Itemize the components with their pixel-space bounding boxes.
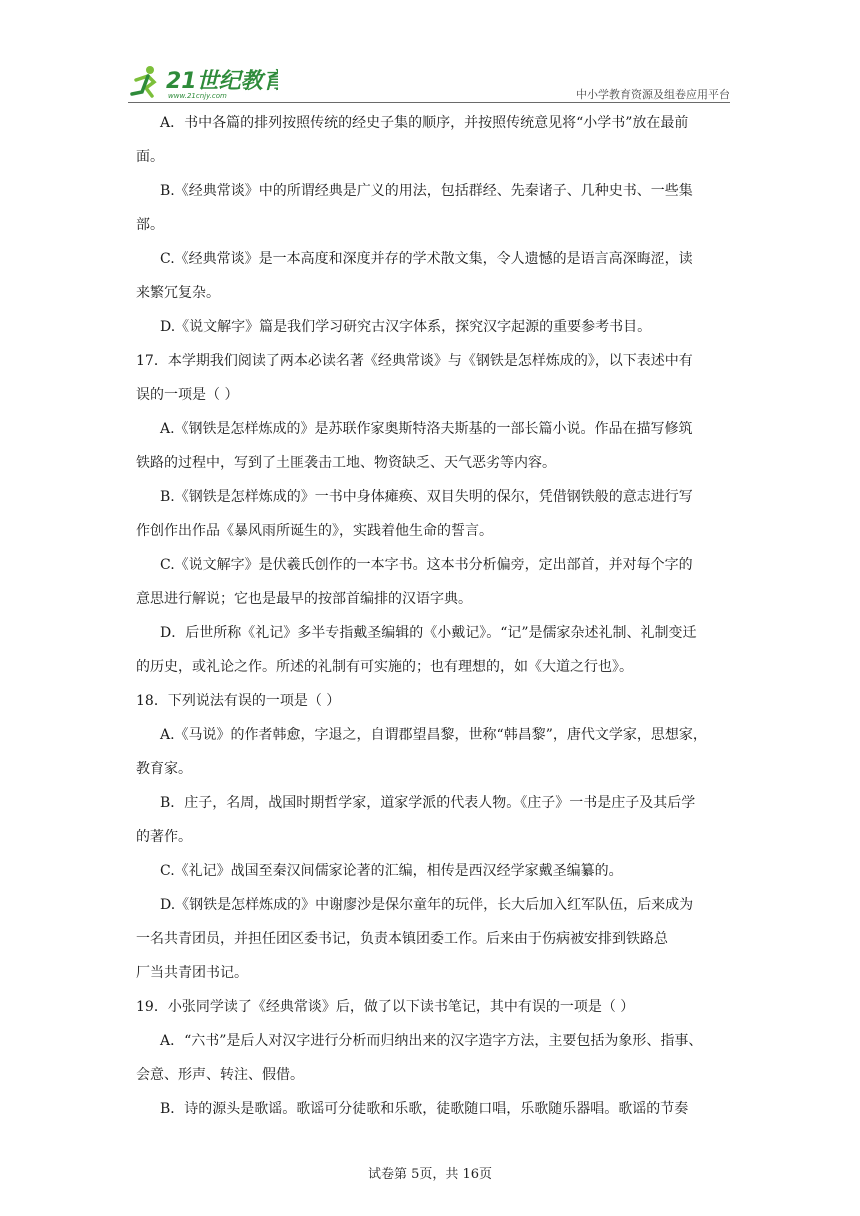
answer-option	[136, 106, 734, 174]
text-line: 面。	[136, 149, 164, 165]
text-line: 铁路的过程中，写到了土匪袭击工地、物资缺乏、天气恶劣等内容。	[136, 455, 556, 471]
text-line: 部。	[136, 217, 164, 233]
text-line: 作创作出作品《暴风雨所诞生的》，实践着他生命的誓言。	[136, 523, 493, 539]
text-line: A．“六书”是后人对汉字进行分析而归纳出来的汉字造字方法，主要包括为象形、指事、	[160, 1033, 703, 1049]
text-line: C.《经典常谈》是一本高度和深度并存的学术散文集，令人遗憾的是语言高深晦涩，读	[160, 251, 693, 267]
text-line: 教育家。	[136, 761, 192, 777]
text-line: C.《礼记》战国至秦汉间儒家论著的汇编，相传是西汉经学家戴圣编纂的。	[160, 863, 623, 879]
answer-option	[136, 1092, 734, 1126]
text-line: 一名共青团员，并担任团区委书记，负责本镇团委工作。后来由于伤病被安排到铁路总	[136, 931, 668, 947]
text-line: B．诗的源头是歌谣。歌谣可分徒歌和乐歌，徒歌随口唱，乐歌随乐器唱。歌谣的节奏	[160, 1101, 689, 1117]
answer-option	[136, 718, 734, 786]
text-line: D.《说文解字》篇是我们学习研究古汉字体系，探究汉字起源的重要参考书目。	[160, 319, 652, 335]
text-line: C.《说文解字》是伏羲氏创作的一本字书。这本书分析偏旁，定出部首，并对每个字的	[160, 557, 693, 573]
text-line: B．庄子，名周，战国时期哲学家，道家学派的代表人物。《庄子》一书是庄子及其后学	[160, 795, 696, 811]
text-line: 误的一项是（ ）	[136, 387, 239, 403]
header-divider	[128, 102, 730, 103]
question-content	[136, 106, 734, 1126]
text-line: 会意、形声、转注、假借。	[136, 1067, 304, 1083]
question-stem	[136, 344, 734, 412]
text-line: 19．小张同学读了《经典常谈》后，做了以下读书笔记，其中有误的一项是（ ）	[136, 999, 635, 1015]
question-stem	[136, 684, 734, 718]
text-line: B.《钢铁是怎样炼成的》一书中身体瘫痪、双目失明的保尔，凭借钢铁般的意志进行写	[160, 489, 693, 505]
logo-number: 21世纪教育	[166, 69, 278, 94]
logo-url: www.21cnjy.com	[168, 92, 227, 100]
answer-option	[136, 242, 734, 310]
text-line: 的历史，或礼论之作。所述的礼制有可实施的；也有理想的，如《大道之行也》。	[136, 659, 633, 675]
page-header	[128, 62, 730, 104]
question-stem	[136, 990, 734, 1024]
text-line: 意思进行解说；它也是最早的按部首编排的汉语字典。	[136, 591, 472, 607]
text-line: A．书中各篇的排列按照传统的经史子集的顺序，并按照传统意见将“小学书”放在最前	[160, 115, 689, 131]
answer-option	[136, 854, 734, 888]
answer-option	[136, 616, 734, 684]
answer-option	[136, 480, 734, 548]
page-footer: 试卷第 5页，共 16页	[367, 1167, 493, 1182]
text-line: 18．下列说法有误的一项是（ ）	[136, 693, 341, 709]
answer-option	[136, 412, 734, 480]
site-logo	[128, 62, 278, 100]
answer-option	[136, 310, 734, 344]
text-line: 来繁冗复杂。	[136, 285, 220, 301]
text-line: A.《钢铁是怎样炼成的》是苏联作家奥斯特洛夫斯基的一部长篇小说。作品在描写修筑	[160, 421, 693, 437]
text-line: A.《马说》的作者韩愈，字退之，自谓郡望昌黎，世称“韩昌黎”，唐代文学家，思想家，	[160, 727, 707, 743]
text-line: B.《经典常谈》中的所谓经典是广义的用法，包括群经、先秦诸子、几种史书、一些集	[160, 183, 693, 199]
answer-option	[136, 888, 734, 990]
answer-option	[136, 786, 734, 854]
logo-graphic	[128, 62, 278, 100]
answer-option	[136, 174, 734, 242]
answer-option	[136, 1024, 734, 1092]
answer-option	[136, 548, 734, 616]
text-line: D.《钢铁是怎样炼成的》中谢廖沙是保尔童年的玩伴，长大后加入红军队伍，后来成为	[160, 897, 694, 913]
text-line: 17．本学期我们阅读了两本必读名著《经典常谈》与《钢铁是怎样炼成的》，以下表述中有	[136, 353, 693, 369]
text-line: 厂当共青团书记。	[136, 965, 248, 981]
platform-tagline: 中小学教育资源及组卷应用平台	[576, 88, 730, 101]
text-line: D．后世所称《礼记》多半专指戴圣编辑的《小戴记》。“记”是儒家杂述礼制、礼制变迁	[160, 625, 697, 641]
text-line: 的著作。	[136, 829, 192, 845]
